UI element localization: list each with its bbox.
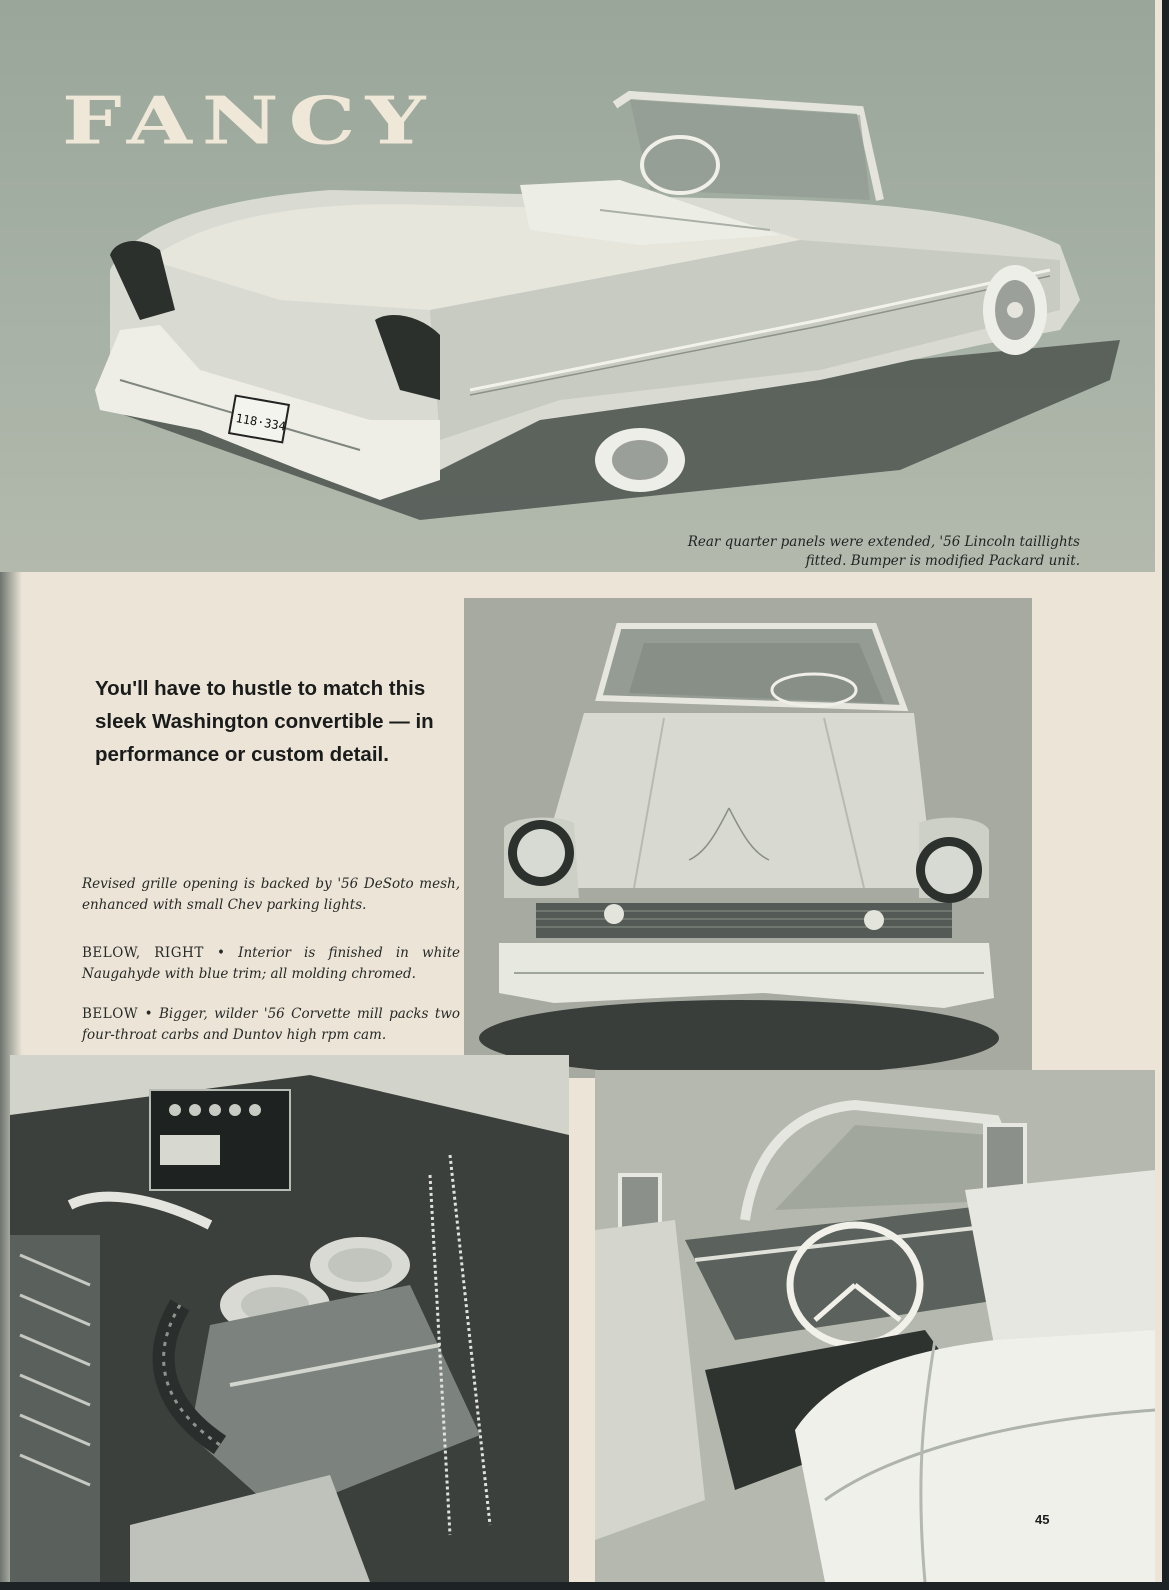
engine-photo [10,1055,569,1582]
grille-caption-text: Revised grille opening is backed by '56 DeSoto mesh, enhanced with small Chev parking lights. [82,876,460,913]
interior-caption [82,943,460,985]
license-plate-text: 118·334 [234,411,287,434]
front-view-photo [464,598,1032,1078]
page-number: 45 [1035,1512,1050,1527]
engine-bay-illustration [10,1055,569,1582]
interior-caption-lead: BELOW, RIGHT [82,945,204,961]
hero-photo [0,0,1155,572]
intro-deck: You'll have to hustle to match this sleek Washington convertible — in performance or custom detail. [95,677,434,766]
interior-caption-text: Interior is finished in white Naugahyde with blue trim; all molding chromed. [82,945,461,982]
convertible-front-illustration [464,598,1032,1078]
interior-photo [595,1070,1155,1582]
interior-illustration [595,1070,1155,1582]
engine-caption-lead: BELOW [82,1006,139,1022]
hero-caption: Rear quarter panels were extended, '56 Lincoln taillights fitted. Bumper is modified Packard unit. [687,534,1080,569]
caption-separator: • [144,1006,153,1022]
grille-caption [82,874,460,916]
caption-separator: • [216,945,225,961]
headline: FANCY [62,81,436,159]
engine-caption-text: Bigger, wilder '56 Corvette mill packs two four-throat carbs and Duntov high rpm cam. [82,1006,460,1043]
engine-caption [82,1004,460,1046]
